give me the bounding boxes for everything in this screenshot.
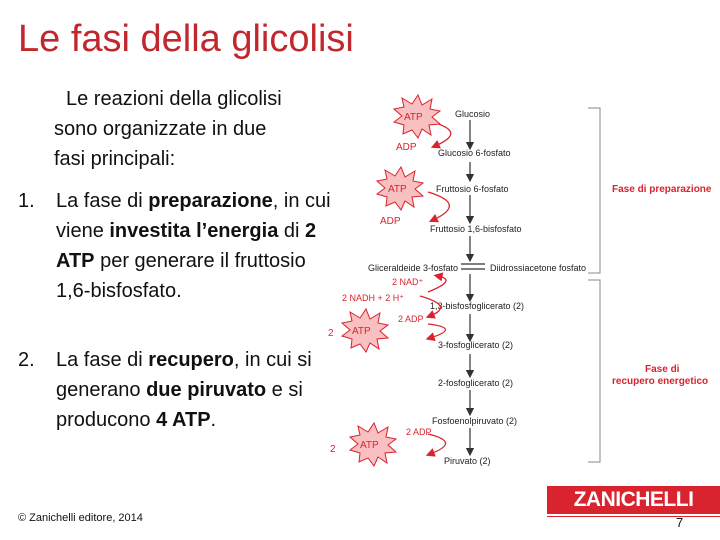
nadh-label: 2 NADH + 2 H⁺ <box>342 293 405 303</box>
pathway-arrows <box>461 120 485 452</box>
intro-line: sono organizzate in due <box>54 118 267 140</box>
atp-label: ATP <box>404 112 423 123</box>
page-number: 7 <box>676 515 684 530</box>
atp-label: ATP <box>360 440 379 451</box>
copyright-notice: © Zanichelli editore, 2014 <box>18 512 143 524</box>
stoich-label: 2 <box>330 444 336 455</box>
adp-label: 2 ADP <box>398 314 424 324</box>
molecule-gliceraldeide-3-fosfato: Gliceraldeide 3-fosfato <box>368 263 459 273</box>
molecule-fruttosio-6-fosfato: Fruttosio 6-fosfato <box>436 184 509 194</box>
text-run-bold: 2 ATP <box>56 220 317 272</box>
intro-line: Le reazioni della glicolisi <box>66 88 282 110</box>
atp-label: ATP <box>352 326 371 337</box>
atp-label: ATP <box>388 184 407 195</box>
molecule-1-3-bisfosfoglicerato: 1,3-bisfosfoglicerato (2) <box>430 301 525 311</box>
logo-divider <box>547 516 720 517</box>
list-number: 2. <box>18 349 35 371</box>
phase-brackets <box>588 108 600 462</box>
phase-label-preparazione: Fase di preparazione <box>612 184 712 195</box>
text-run: , in cui viene <box>56 190 331 242</box>
intro-line: fasi principali: <box>54 148 176 170</box>
text-run: . <box>210 409 217 431</box>
list-item-text <box>56 186 341 306</box>
molecule-3-fosfoglicerato: 3-fosfoglicerato (2) <box>438 340 514 350</box>
publisher-logo: ZANICHELLI <box>547 486 720 514</box>
phase-label-recupero: Fase di <box>645 364 680 375</box>
text-run-bold: 4 ATP <box>156 409 211 431</box>
text-run: , in cui si generano <box>56 349 312 401</box>
list-number: 1. <box>18 190 35 212</box>
molecule-piruvato: Piruvato (2) <box>444 456 491 466</box>
text-run: per generare il fruttosio 1,6-bisfosfato. <box>56 250 306 302</box>
molecule-glucosio-6-fosfato: Glucosio 6-fosfato <box>438 148 511 158</box>
text-run-bold: recupero <box>148 349 234 371</box>
adp-label: ADP <box>380 216 401 227</box>
intro-text <box>54 84 344 174</box>
slide-title: Le fasi della glicolisi <box>18 18 354 60</box>
atp-burst-4 <box>350 423 396 466</box>
atp-burst-1 <box>394 95 440 138</box>
glycolysis-diagram <box>330 92 715 472</box>
text-run: e si producono <box>56 379 303 431</box>
phase-label-recupero: recupero energetico <box>612 376 709 387</box>
atp-burst-3 <box>342 309 388 352</box>
text-run-bold: due piruvato <box>146 379 267 401</box>
molecule-diidrossiacetone-fosfato: Diidrossiacetone fosfato <box>490 263 587 273</box>
stoich-label: 2 <box>328 328 334 339</box>
cofactor-arrows <box>420 122 451 454</box>
molecule-glucosio: Glucosio <box>455 109 491 119</box>
nad-label: 2 NAD⁺ <box>392 277 424 287</box>
list-item-text <box>56 345 341 435</box>
molecule-fruttosio-1-6-bisfosfato: Fruttosio 1,6-bisfosfato <box>430 224 522 234</box>
text-run-bold: preparazione <box>148 190 273 212</box>
adp-label: 2 ADP <box>406 427 432 437</box>
text-run: di <box>278 220 306 242</box>
atp-burst-2 <box>377 167 423 210</box>
molecule-fosfoenolpiruvato: Fosfoenolpiruvato (2) <box>432 416 518 426</box>
molecule-2-fosfoglicerato: 2-fosfoglicerato (2) <box>438 378 514 388</box>
text-run-bold: investita l’energia <box>109 220 279 242</box>
adp-label: ADP <box>396 142 417 153</box>
text-run: La fase di <box>56 349 149 371</box>
text-run: La fase di <box>56 190 149 212</box>
